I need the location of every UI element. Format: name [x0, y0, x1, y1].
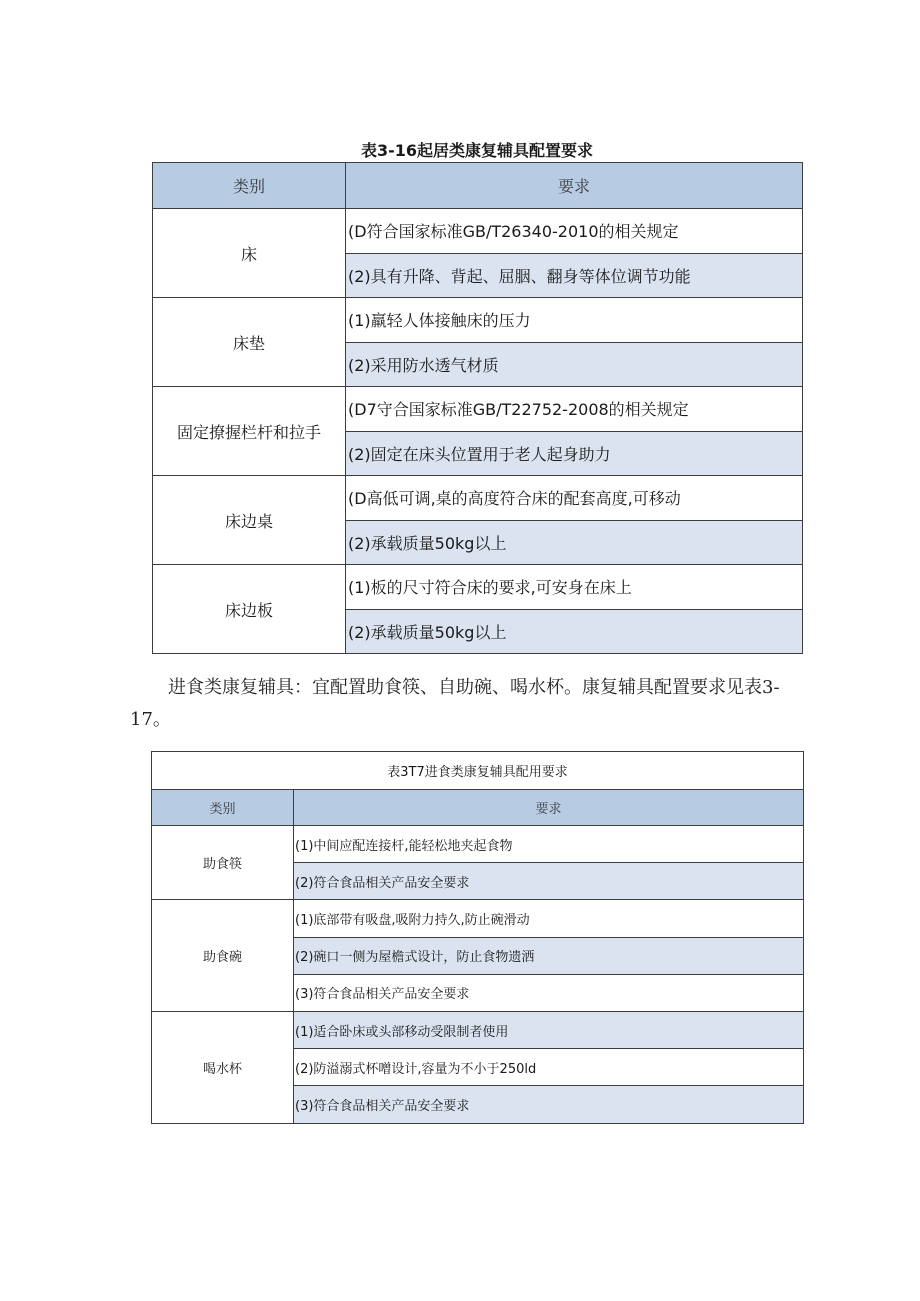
requirement-cell: (2)符合食品相关产品安全要求: [294, 863, 804, 900]
table-row: [152, 826, 804, 863]
table-row: [153, 476, 803, 521]
table2-header-category: 类别: [152, 790, 294, 826]
table2-header-row: [152, 790, 804, 826]
table-row: [153, 298, 803, 343]
requirement-cell: (D7守合国家标准GB/T22752-2008的相关规定: [346, 387, 803, 432]
requirement-cell: (2)承载质量50kg以上: [346, 609, 803, 654]
body-paragraph: 进食类康复辅具：宜配置助食筷、自助碗、喝水杯。康复辅具配置要求见表3-17。: [130, 677, 780, 730]
table-row: [153, 387, 803, 432]
requirement-cell: (D符合国家标准GB/T26340-2010的相关规定: [346, 209, 803, 254]
requirement-cell: (1)中间应配连接杆,能轻松地夹起食物: [294, 826, 804, 863]
table2: [151, 751, 804, 1124]
requirement-cell: (1)底部带有吸盘,吸附力持久,防止碗滑动: [294, 900, 804, 937]
category-cell: 喝水杯: [152, 1011, 294, 1123]
category-cell: 床边桌: [153, 476, 346, 565]
category-cell: 助食碗: [152, 900, 294, 1012]
category-cell: 床: [153, 209, 346, 298]
category-cell: 助食筷: [152, 826, 294, 900]
table-row: [153, 209, 803, 254]
requirement-cell: (2)承载质量50kg以上: [346, 520, 803, 565]
requirement-cell: (2)碗口一侧为屋檐式设计，防止食物遗洒: [294, 937, 804, 974]
category-cell: 床垫: [153, 298, 346, 387]
table1-header-category: 类别: [153, 163, 346, 209]
table1-header-row: [153, 163, 803, 209]
requirement-cell: (1)羸轻人体接触床的压力: [346, 298, 803, 343]
requirement-cell: (2)具有升降、背起、屈胭、翻身等体位调节功能: [346, 253, 803, 298]
table1-header-requirement: 要求: [346, 163, 803, 209]
requirement-cell: (3)符合食品相关产品安全要求: [294, 974, 804, 1011]
table2-caption: 表3T7进食类康复辅具配用要求: [152, 752, 804, 790]
category-cell: 床边板: [153, 565, 346, 654]
category-cell: 固定撩握栏杆和拉手: [153, 387, 346, 476]
requirement-cell: (2)采用防水透气材质: [346, 342, 803, 387]
table-row: [152, 1011, 804, 1048]
table-row: [153, 565, 803, 610]
requirement-cell: (1)板的尺寸符合床的要求,可安身在床上: [346, 565, 803, 610]
requirement-cell: (3)符合食品相关产品安全要求: [294, 1086, 804, 1123]
requirement-cell: (D高低可调,桌的高度符合床的配套高度,可移动: [346, 476, 803, 521]
requirement-cell: (2)防溢溺式杯噌设计,容量为不小于250ld: [294, 1049, 804, 1086]
table1-caption: 表3-16起居类康复辅具配置要求: [360, 141, 594, 160]
requirement-cell: (1)适合卧床或头部移动受限制者使用: [294, 1011, 804, 1048]
table1: [152, 162, 803, 654]
table2-caption-row: [152, 752, 804, 790]
table2-header-requirement: 要求: [294, 790, 804, 826]
table-row: [152, 900, 804, 937]
requirement-cell: (2)固定在床头位置用于老人起身助力: [346, 431, 803, 476]
